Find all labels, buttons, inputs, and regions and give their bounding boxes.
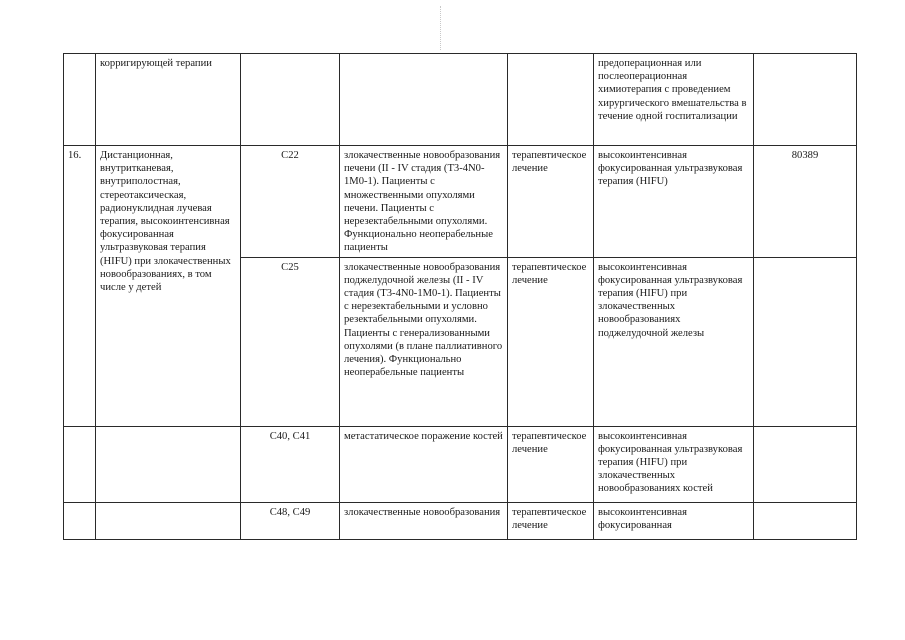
treatment-type-cell: терапевтическое лечение	[508, 426, 594, 502]
treatment-type-cell: терапевтическое лечение	[508, 502, 594, 539]
method-cell	[96, 502, 241, 539]
treatment-method-cell: высокоинтенсивная фокусированная ультразвуковая терапия (HIFU) при злокачественных новообразованиях поджелудочной железы	[594, 257, 754, 426]
treatment-method-cell: высокоинтенсивная фокусированная ультразвуковая терапия (HIFU) при злокачественных новообразованиях костей	[594, 426, 754, 502]
method-cell: Дистанционная, внутритканевая, внутриполостная, стереотаксическая, радионуклидная лучевая терапия, высокоинтенсивная фокусированная ультразвуковая терапия (HIFU) при злокачественных новообразованиях, в том числе у детей	[96, 146, 241, 427]
patient-model-cell	[340, 54, 508, 146]
icd-code-cell: C48, C49	[241, 502, 340, 539]
icd-code-cell: C40, C41	[241, 426, 340, 502]
table-row	[64, 426, 857, 502]
patient-model-cell: злокачественные новообразования печени (II - IV стадия (T3-4N0-1M0-1). Пациенты с множественными опухолями печени. Пациенты с нерезектабельными опухолями. Функционально неоперабельные пациенты	[340, 146, 508, 258]
method-cell: корригирующей терапии	[96, 54, 241, 146]
table-row	[64, 146, 857, 258]
treatment-method-cell: высокоинтенсивная фокусированная	[594, 502, 754, 539]
icd-code-cell: C25	[241, 257, 340, 426]
treatment-method-cell: высокоинтенсивная фокусированная ультразвуковая терапия (HIFU)	[594, 146, 754, 258]
row-number-cell	[64, 426, 96, 502]
table-row	[64, 502, 857, 539]
treatment-type-cell: терапевтическое лечение	[508, 146, 594, 258]
group-code-cell	[754, 54, 857, 146]
row-number-cell	[64, 502, 96, 539]
method-cell	[96, 426, 241, 502]
group-code-cell	[754, 502, 857, 539]
icd-code-cell: C22	[241, 146, 340, 258]
group-code-cell	[754, 257, 857, 426]
table-row	[64, 54, 857, 146]
treatment-type-cell	[508, 54, 594, 146]
group-code-cell: 80389	[754, 146, 857, 258]
patient-model-cell: злокачественные новообразования	[340, 502, 508, 539]
treatment-type-cell: терапевтическое лечение	[508, 257, 594, 426]
medical-care-table	[63, 53, 857, 540]
row-number-cell	[64, 54, 96, 146]
row-number-cell: 16.	[64, 146, 96, 427]
patient-model-cell: метастатическое поражение костей	[340, 426, 508, 502]
fold-mark	[440, 6, 441, 50]
patient-model-cell: злокачественные новообразования поджелудочной железы (II - IV стадия (T3-4N0-1M0-1). Пациенты с нерезектабельными и условно резектабельными опухолями. Пациенты с генерализованными опухолями (в плане паллиативного лечения). Функционально неоперабельные пациенты	[340, 257, 508, 426]
group-code-cell	[754, 426, 857, 502]
treatment-method-cell: предоперационная или послеоперационная химиотерапия с проведением хирургического вмешательства в течение одной госпитализации	[594, 54, 754, 146]
icd-code-cell	[241, 54, 340, 146]
